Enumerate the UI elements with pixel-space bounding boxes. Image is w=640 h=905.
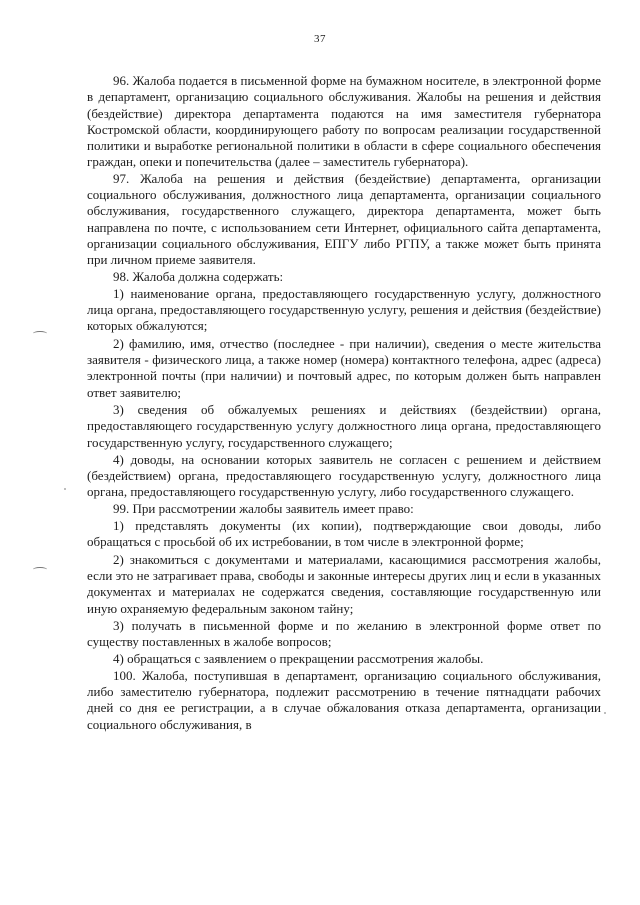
paragraph-96: 96. Жалоба подается в письменной форме на бумажном носителе, в электронной форме в департамент, организацию социального обслуживания. Жалобы на решения и действия (бездействие) директора департамента подаются на имя заместителя губернатора Костромской области, координирующего работу по вопросам реализации государственной политики и выработке региональной политики в области в сфере социального обеспечения граждан, опеки и попечительства (далее – заместитель губернатора). (87, 73, 601, 170)
document-body (87, 73, 601, 733)
scan-speck (604, 712, 606, 714)
paragraph-98-item-4: 4) доводы, на основании которых заявитель не согласен с решением и действием (бездействием) органа, предоставляющего государственную услугу, должностного лица органа, предоставляющего государственную услугу, либо государственного служащего. (87, 451, 601, 500)
paragraph-99-item-1: 1) представлять документы (их копии), подтверждающие свои доводы, либо обращаться с просьбой об их истребовании, в том числе в электронной форме; (87, 518, 601, 550)
scan-margin-mark-upper (33, 331, 47, 336)
paragraph-99-item-4: 4) обращаться с заявлением о прекращении рассмотрения жалобы. (113, 651, 484, 667)
paragraph-99: 99. При рассмотрении жалобы заявитель имеет право: (113, 500, 414, 516)
scan-speck (64, 488, 66, 490)
paragraph-98-item-1: 1) наименование органа, предоставляющего государственную услугу, должностного лица органа, предоставляющего государственную услугу, решения и действия (бездействие) которых обжалуются; (87, 285, 601, 334)
paragraph-98-item-3: 3) сведения об обжалуемых решениях и действиях (бездействии) органа, предоставляющего государственную услугу должностного лица органа, предоставляющего государственную услугу, государственного служащего; (87, 401, 601, 450)
paragraph-99-item-3: 3) получать в письменной форме и по желанию в электронной форме ответ по существу поставленных в жалобе вопросов; (87, 617, 601, 650)
paragraph-98: 98. Жалоба должна содержать: (113, 268, 284, 284)
scan-margin-mark-lower (33, 567, 47, 572)
paragraph-97: 97. Жалоба на решения и действия (бездействие) департамента, организации социального обслуживания, должностного лица департамента, организации социального обслуживания, государственного служащего, директора департамента, может быть направлена по почте, с использованием сети Интернет, официального сайта департамента, организации социального обслуживания, ЕПГУ либо РГПУ, а также может быть принята при личном приеме заявителя. (87, 170, 601, 268)
page-number: 37 (314, 33, 326, 45)
paragraph-100: 100. Жалоба, поступившая в департамент, организацию социального обслуживания, либо заместителю губернатора, подлежит рассмотрению в течение пятнадцати рабочих дней со дня ее регистрации, а в случае обжалования отказа департамента, организации социального обслуживания, в (87, 667, 601, 732)
paragraph-99-item-2: 2) знакомиться с документами и материалами, касающимися рассмотрения жалобы, если это не затрагивает права, свободы и законные интересы других лиц и если в указанных документах и материалах не содержатся сведения, составляющие государственную или иную охраняемую федеральным законом тайну; (87, 551, 601, 616)
paragraph-98-item-2: 2) фамилию, имя, отчество (последнее - при наличии), сведения о месте жительства заявителя - физического лица, а также номер (номера) контактного телефона, адрес (адреса) электронной почты (при наличии) и почтовый адрес, по которым должен быть направлен ответ заявителю; (87, 335, 601, 400)
